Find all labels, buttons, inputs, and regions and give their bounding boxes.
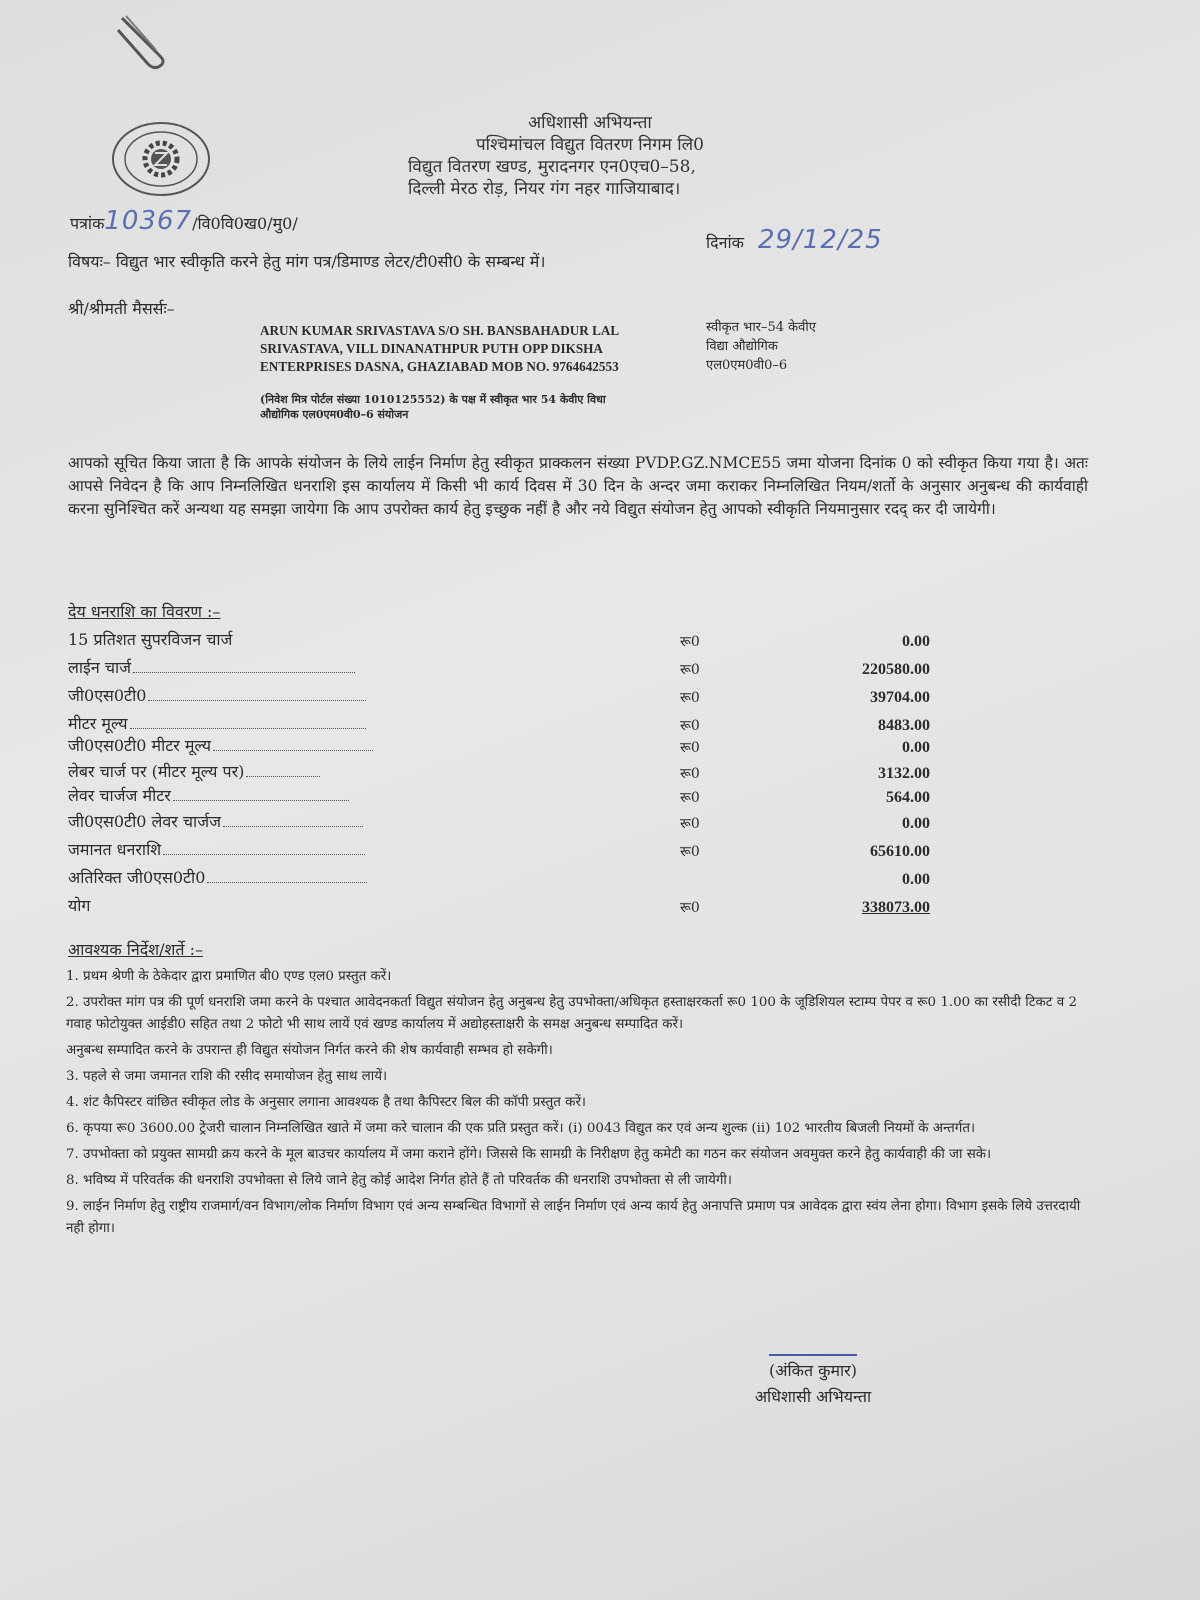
dues-row-label: अतिरिक्त जी0एस0टी0 bbox=[68, 866, 367, 888]
dues-row bbox=[68, 808, 948, 836]
dues-row bbox=[68, 782, 948, 810]
dues-row-label: 15 प्रतिशत सुपरविजन चार्ज bbox=[68, 630, 233, 649]
condition-item: 7. उपभोक्ता को प्रयुक्त सामग्री क्रय करने के मूल बाउचर कार्यालय में जमा कराने होंगे। जिससे कि सामग्री के निरीक्षण हेतु कमेटी का गठन कर संयोजन अवमुक्त करने हेतु कार्यवाही की जा सके। bbox=[66, 1147, 992, 1162]
address-note bbox=[260, 392, 700, 422]
load-line-1: स्वीकृत भार–54 केवीए bbox=[706, 320, 816, 335]
header-line-1: अधिशासी अभियन्ता bbox=[528, 113, 652, 133]
address-note-2: औद्योगिक एल0एम0वी0–6 संयोजन bbox=[260, 408, 409, 421]
dues-row bbox=[68, 626, 948, 654]
condition-item: 3. पहले से जमा जमानत राशि की रसीद समायोजन हेतु साथ लायें। bbox=[66, 1069, 388, 1084]
conditions-list bbox=[66, 966, 1102, 1244]
dues-row-currency: रू0 bbox=[680, 740, 700, 756]
dues-row bbox=[68, 836, 948, 864]
dues-row-amount: 3132.00 bbox=[878, 765, 930, 782]
dues-row-amount: 39704.00 bbox=[870, 689, 930, 706]
dues-row bbox=[68, 732, 948, 760]
dues-row-currency: रू0 bbox=[680, 690, 700, 706]
dues-row-leader-dots bbox=[207, 881, 367, 883]
paper-clip-icon bbox=[112, 10, 172, 70]
dues-row-currency: रू0 bbox=[680, 900, 700, 916]
conditions-title: आवश्यक निर्देश/शर्ते :– bbox=[68, 940, 203, 959]
dues-row-currency: रू0 bbox=[680, 816, 700, 832]
dues-row-leader-dots bbox=[163, 853, 365, 855]
pvvnl-seal-icon bbox=[110, 120, 212, 198]
addressee-label: श्री/श्रीमती मैसर्सः– bbox=[68, 299, 175, 318]
address-line-3: ENTERPRISES DASNA, GHAZIABAD MOB NO. 9764642553 bbox=[260, 359, 619, 374]
dues-row-currency: रू0 bbox=[680, 790, 700, 806]
dues-row-label: योग bbox=[68, 896, 91, 915]
sanctioned-load bbox=[706, 318, 816, 375]
dues-row-amount: 8483.00 bbox=[878, 717, 930, 734]
signature-block bbox=[738, 1354, 888, 1410]
letter-number-label: पत्रांक bbox=[70, 214, 105, 233]
dues-row-amount: 0.00 bbox=[902, 815, 930, 832]
dues-row-leader-dots bbox=[246, 775, 320, 777]
dues-row-leader-dots bbox=[173, 799, 349, 801]
dues-row-amount: 65610.00 bbox=[870, 843, 930, 860]
condition-item: 8. भविष्य में परिवर्तक की धनराशि उपभोक्ता से लिये जाने हेतु कोई आदेश निर्गत होते हैं तो परिवर्तक की धनराशि उपभोक्ता से ली जायेगी। bbox=[66, 1173, 732, 1188]
dues-row-currency: रू0 bbox=[680, 766, 700, 782]
load-line-2: विद्या औद्योगिक bbox=[706, 339, 778, 354]
dues-row-amount: 220580.00 bbox=[862, 661, 930, 678]
header-line-3: विद्युत वितरण खण्ड, मुरादनगर एन0एच0–58, bbox=[408, 157, 696, 177]
dues-row-leader-dots bbox=[148, 699, 366, 701]
letter-date bbox=[706, 225, 883, 255]
header-line-2: पश्चिमांचल विद्युत वितरण निगम लि0 bbox=[476, 135, 704, 155]
subject-line: विषयः– विद्युत भार स्वीकृति करने हेतु मांग पत्र/डिमाण्ड लेटर/टी0सी0 के सम्बन्ध में। bbox=[68, 252, 546, 271]
condition-item: 6. कृपया रू0 3600.00 ट्रेजरी चालान निम्नलिखित खाते में जमा करे चालान की एक प्रति प्रस्तुत करें। (i) 0043 विद्युत कर एवं अन्य शुल्क (ii) 102 भारतीय बिजली नियमों के अन्तर्गत। bbox=[66, 1121, 976, 1136]
dues-row-label: लेवर चार्जज मीटर bbox=[68, 784, 349, 806]
dues-row-amount: 0.00 bbox=[902, 739, 930, 756]
condition-item: 9. लाईन निर्माण हेतु राष्ट्रीय राजमार्ग/वन विभाग/लोक निर्माण विभाग एवं अन्य सम्बन्धित विभागों से लाईन निर्माण एवं अन्य कार्य हेतु अनापत्ति प्रमाण पत्र आवेदक द्वारा स्वंय लेना होगा। विभाग इसके लिये उत्तरदायी नही होगा। bbox=[66, 1199, 1081, 1236]
dues-row-amount: 0.00 bbox=[902, 633, 930, 650]
dues-row-label: जी0एस0टी0 bbox=[68, 684, 366, 706]
dues-row-label: लेबर चार्ज पर (मीटर मूल्य पर) bbox=[68, 760, 320, 782]
address-line-1: ARUN KUMAR SRIVASTAVA S/O SH. BANSBAHADUR LAL bbox=[260, 323, 620, 338]
condition-item: 4. शंट कैपिस्टर वांछित स्वीकृत लोड के अनुसार लगाना आवश्यक है तथा कैपिस्टर बिल की कॉपी प्रस्तुत करें। bbox=[66, 1095, 586, 1110]
dues-row bbox=[68, 682, 948, 710]
condition-item: अनुबन्ध सम्पादित करने के उपरान्त ही विद्युत संयोजन निर्गत करने की शेष कार्यवाही सम्भव हो सकेगी। bbox=[66, 1043, 553, 1058]
dues-row-label: लाईन चार्ज bbox=[68, 656, 355, 678]
dues-row-leader-dots bbox=[130, 727, 366, 729]
condition-item: 2. उपरोक्त मांग पत्र की पूर्ण धनराशि जमा करने के पश्चात आवेदनकर्ता विद्युत संयोजन हेतु अनुबन्ध हेतु उपभोक्ता/अधिकृत हस्ताक्षरकर्ता रू0 100 के जूडिशियल स्टाम्प पेपर व रू0 1.00 का रसीदी टिकट व 2 गवाह फोटोयुक्त आईडी0 सहित तथा 2 फोटो भी साथ लायें एवं खण्ड कार्यालय में अद्योहस्ताक्षरी के समक्ष अनुबन्ध सम्पादित करें। bbox=[66, 995, 1077, 1032]
signatory-designation: अधिशासी अभियन्ता bbox=[754, 1387, 872, 1406]
dues-row-leader-dots bbox=[213, 749, 373, 751]
dues-row-amount: 564.00 bbox=[886, 789, 930, 806]
letter-number bbox=[70, 206, 298, 236]
date-label: दिनांक bbox=[706, 233, 744, 252]
letter-number-handwritten: 10367 bbox=[104, 206, 193, 236]
dues-row-label: मीटर मूल्य bbox=[68, 712, 366, 734]
letter-number-suffix: /वि0वि0ख0/मु0/ bbox=[192, 214, 298, 233]
date-handwritten: 29/12/25 bbox=[757, 225, 883, 255]
address-note-1: (निवेश मित्र पोर्टल संख्या 1010125552) के पक्ष में स्वीकृत भार 54 केवीए विधा bbox=[260, 393, 606, 406]
dues-row-label: जमानत धनराशि bbox=[68, 838, 365, 860]
condition-item: 1. प्रथम श्रेणी के ठेकेदार द्वारा प्रमाणित बी0 एण्ड एल0 प्रस्तुत करें। bbox=[66, 969, 392, 984]
dues-row-label: जी0एस0टी0 लेवर चार्जज bbox=[68, 810, 363, 832]
signatory-name: (अंकित कुमार) bbox=[769, 1354, 857, 1384]
dues-row-currency: रू0 bbox=[680, 718, 700, 734]
dues-row-leader-dots bbox=[223, 825, 363, 827]
dues-title: देय धनराशि का विवरण :– bbox=[68, 602, 221, 621]
office-header bbox=[380, 112, 800, 200]
load-line-3: एल0एम0वी0–6 bbox=[706, 358, 788, 373]
dues-row bbox=[68, 864, 948, 892]
dues-row-amount: 338073.00 bbox=[862, 899, 930, 916]
dues-row-leader-dots bbox=[133, 671, 355, 673]
address-line-2: SRIVASTAVA, VILL DINANATHPUR PUTH OPP DIKSHA bbox=[260, 341, 603, 356]
dues-row-amount: 0.00 bbox=[902, 871, 930, 888]
addressee-address bbox=[260, 322, 700, 376]
intro-paragraph: आपको सूचित किया जाता है कि आपके संयोजन के लिये लाईन निर्माण हेतु स्वीकृत प्राक्कलन संख्या PVDP.GZ.NMCE55 जमा योजना दिनांक 0 को स्वीकृत किया गया है। अतः आपसे निवेदन है कि आप निम्नलिखित धनराशि इस कार्यालय में किसी भी कार्य दिवस में 30 दिन के अन्दर जमा कराकर निम्नलिखित नियम/शर्तो के अनुसार अनुबन्ध की कार्यवाही करना सुनिश्चित करें अन्यथा यह समझा जायेगा कि आप उपरोक्त कार्य हेतु इच्छुक नहीं है और नये विद्युत संयोजन हेतु आपको स्वीकृति नियमानुसार रदद् कर दी जायेगी। bbox=[68, 454, 1088, 518]
dues-total-row bbox=[68, 892, 948, 920]
dues-row-currency: रू0 bbox=[680, 662, 700, 678]
dues-row-label: जी0एस0टी0 मीटर मूल्य bbox=[68, 734, 373, 756]
dues-row-currency: रू0 bbox=[680, 844, 700, 860]
header-line-4: दिल्ली मेरठ रोड़, नियर गंग नहर गाजियाबाद। bbox=[408, 179, 681, 199]
dues-row-currency: रू0 bbox=[680, 634, 700, 650]
dues-row bbox=[68, 654, 948, 682]
